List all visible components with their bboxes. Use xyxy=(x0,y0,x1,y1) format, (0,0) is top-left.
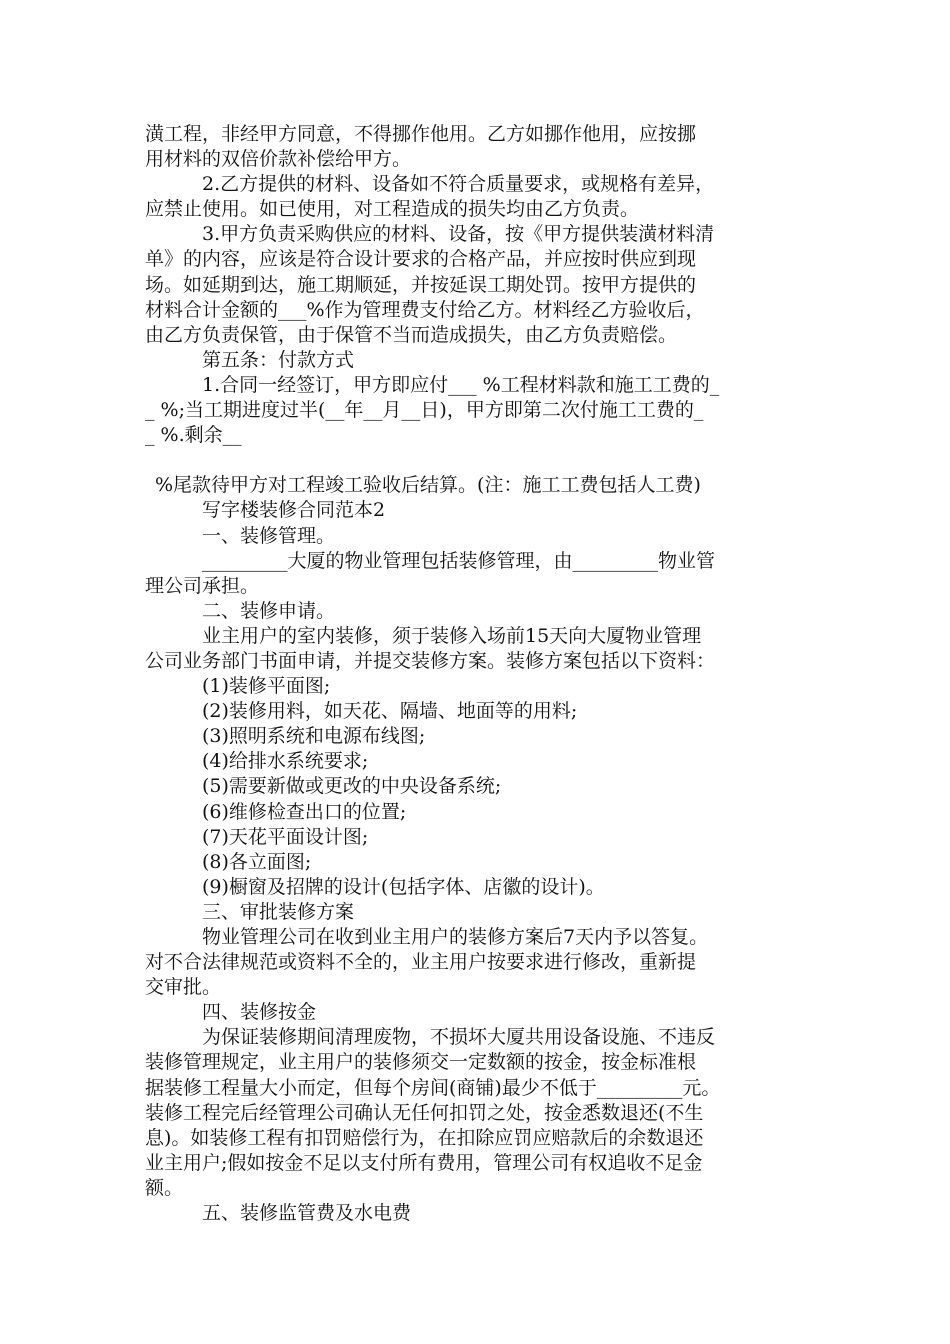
text-line: 应禁止使用。如已使用，对工程造成的损失均由乙方负责。 xyxy=(145,198,640,221)
text-line: 写字楼装修合同范本2 xyxy=(202,499,386,522)
text-line: 理公司承担。 xyxy=(145,574,260,597)
text-line: 第五条：付款方式 xyxy=(202,348,355,371)
text-line: (7)天花平面设计图; xyxy=(202,825,369,848)
text-line: 二、装修申请。 xyxy=(202,599,336,622)
text-line: 据装修工程量大小而定，但每个房间(商铺)最少不低于_________元。 xyxy=(145,1076,721,1099)
text-line: 一、装修管理。 xyxy=(202,524,336,547)
text-line: 四、装修按金 xyxy=(202,1001,317,1024)
text-line: (2)装修用料，如天花、隔墙、地面等的用料; xyxy=(202,700,578,723)
text-line: (6)维修检查出口的位置; xyxy=(202,800,407,823)
text-line: (9)橱窗及招牌的设计(包括字体、店徽的设计)。 xyxy=(202,875,605,898)
document-page xyxy=(145,122,810,1226)
text-line: (4)给排水系统要求; xyxy=(202,750,369,773)
text-line: 2.乙方提供的材料、设备如不符合质量要求，或规格有差异， xyxy=(202,173,715,196)
text-line: 三、审批装修方案 xyxy=(202,900,355,923)
text-line: (8)各立面图; xyxy=(202,850,312,873)
text-line: _________大厦的物业管理包括装修管理，由_________物业管 xyxy=(202,549,716,572)
text-line: 交审批。 xyxy=(145,976,222,999)
text-line: 1.合同一经签订，甲方即应付___ %工程材料款和施工工费的_ xyxy=(202,373,720,396)
text-line: 单》的内容，应该是符合设计要求的合格产品，并应按时供应到现 xyxy=(145,248,697,271)
text-line: 物业管理公司在收到业主用户的装修方案后7天内予以答复。 xyxy=(202,926,709,948)
text-line: 额。 xyxy=(145,1176,184,1199)
text-line: _ %.剩余__ xyxy=(145,424,242,447)
text-line: 息)。如装修工程有扣罚赔偿行为，在扣除应罚应赔款后的余数退还 xyxy=(145,1126,704,1149)
text-line xyxy=(145,448,810,473)
text-line: 装修工程完后经管理公司确认无任何扣罚之处，按金悉数退还(不生 xyxy=(145,1101,704,1124)
text-line: 场。如延期到达，施工期顺延，并按延误工期处罚。按甲方提供的 xyxy=(145,273,697,296)
text-line: 为保证装修期间清理废物，不损坏大厦共用设备设施、不违反 xyxy=(202,1026,716,1049)
text-line: 业主用户的室内装修，须于装修入场前15天向大厦物业管理 xyxy=(202,624,702,647)
text-line: (3)照明系统和电源布线图; xyxy=(202,725,426,748)
text-line: %尾款待甲方对工程竣工验收后结算。(注：施工工费包括人工费) xyxy=(155,474,701,497)
text-line: (1)装修平面图; xyxy=(202,675,331,698)
text-line: 业主用户;假如按金不足以支付所有费用，管理公司有权追收不足金 xyxy=(145,1151,703,1174)
text-line: 五、装修监管费及水电费 xyxy=(202,1202,412,1225)
text-line: 对不合法律规范或资料不全的，业主用户按要求进行修改，重新提 xyxy=(145,951,697,974)
text-line: 用材料的双倍价款补偿给甲方。 xyxy=(145,148,412,171)
text-line: (5)需要新做或更改的中央设备系统; xyxy=(202,775,502,798)
text-line: 装修管理规定，业主用户的装修须交一定数额的按金，按金标准根 xyxy=(145,1051,697,1074)
text-line: 材料合计金额的___%作为管理费支付给乙方。材料经乙方验收后， xyxy=(145,298,705,321)
text-line: _ %;当工期进度过半(__年__月__日)，甲方即第二次付施工工费的_ xyxy=(145,399,704,422)
text-line: 公司业务部门书面申请，并提交装修方案。装修方案包括以下资料： xyxy=(145,649,716,672)
text-line: 由乙方负责保管，由于保管不当而造成损失，由乙方负责赔偿。 xyxy=(145,323,678,346)
text-line: 3.甲方负责采购供应的材料、设备，按《甲方提供装潢材料清 xyxy=(202,223,715,246)
text-line: 潢工程，非经甲方同意，不得挪作他用。乙方如挪作他用，应按挪 xyxy=(145,123,697,145)
